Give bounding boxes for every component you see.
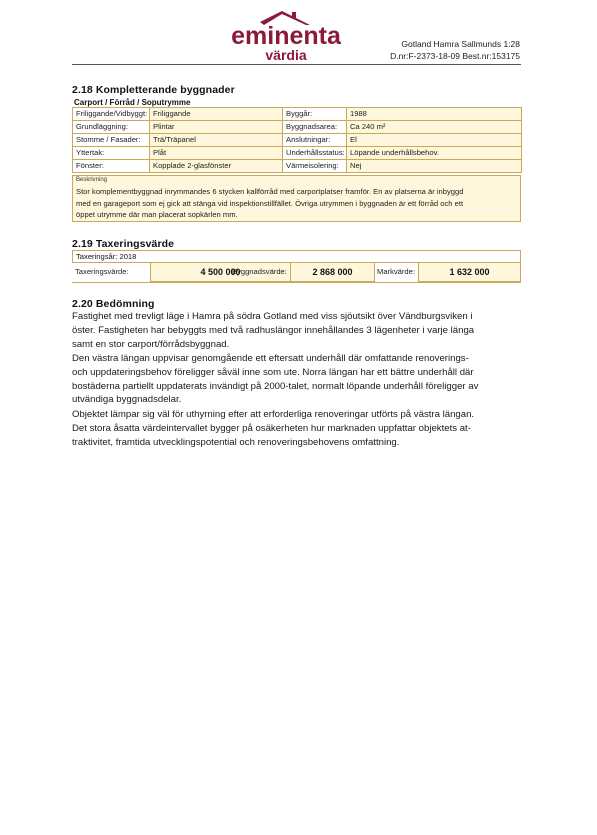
logo-text-bottom: värdia <box>265 47 307 63</box>
description-label: Beskrivning <box>76 177 108 183</box>
eminenta-vardia-logo <box>230 8 342 64</box>
field-value: Ca 240 m² <box>347 121 522 134</box>
paragraph-line: bostäderna partiellt uppdaterats invändigt på 2000-talet, normalt löpande underhåll föreligger av <box>72 380 479 392</box>
page-header <box>72 8 520 62</box>
land-value-label: Markvärde: <box>377 267 415 276</box>
table-row <box>73 160 522 173</box>
property-reference: Gotland Hamra Sallmunds 1:28 <box>401 39 520 49</box>
header-divider <box>72 64 521 65</box>
field-label: Underhållsstatus: <box>283 147 347 160</box>
logo-text-top: eminenta <box>231 22 341 50</box>
section-title-2-18: 2.18 Kompletterande byggnader <box>72 84 235 96</box>
paragraph-line: utvändiga byggnadsdelar. <box>72 394 182 406</box>
section-title-2-19: 2.19 Taxeringsvärde <box>72 238 175 250</box>
paragraph-line: öster. Fastigheten har bebyggts med två radhuslängor innehållandes 3 lägenheter i varje länga <box>72 324 475 336</box>
building-description-box <box>72 175 521 222</box>
paragraph-line: traktivitet, framtida utvecklingspotential och renoveringsbehovens omfattning. <box>72 436 400 448</box>
assessment-paragraph-3 <box>72 408 527 449</box>
paragraph-line: och uppdateringsbehov föreligger såväl inne som ute. Norra längan har ett bättre underhåll där <box>72 366 474 378</box>
tax-value: 4 500 000 <box>150 262 291 282</box>
building-subtitle: Carport / Förråd / Soputrymme <box>74 98 191 107</box>
building-value: 2 868 000 <box>290 262 375 282</box>
field-label: Friliggande/Vidbyggt: <box>73 108 150 121</box>
field-label: Byggnadsarea: <box>283 121 347 134</box>
field-value: El <box>347 134 522 147</box>
field-label: Byggår: <box>283 108 347 121</box>
paragraph-line: Den västra längan uppvisar genomgående ett eftersatt underhåll där omfattande renoverings- <box>72 353 469 364</box>
tax-value-label: Taxeringsvärde: <box>75 267 129 276</box>
section-title-2-20: 2.20 Bedömning <box>72 298 155 310</box>
field-value: Plåt <box>150 147 283 160</box>
field-label: Grundläggning: <box>73 121 150 134</box>
field-value: Plintar <box>150 121 283 134</box>
field-value: 1988 <box>347 108 522 121</box>
table-row <box>73 134 522 147</box>
assessment-paragraph-2 <box>72 352 527 407</box>
table-row <box>73 121 522 134</box>
tax-values-row <box>72 262 521 283</box>
land-value: 1 632 000 <box>418 262 521 282</box>
field-value: Friliggande <box>150 108 283 121</box>
description-line: Stor komplementbyggnad inrymmandes 6 stycken kallförråd med carportplatser framför. En av platserna är inbyggd <box>76 187 464 196</box>
field-label: Anslutningar: <box>283 134 347 147</box>
table-row <box>73 147 522 160</box>
field-label: Värmeisolering: <box>283 160 347 173</box>
document-reference: D.nr:F-2373-18-09 Best.nr:153175 <box>390 51 520 61</box>
field-value: Nej <box>347 160 522 173</box>
field-label: Stomme / Fasader: <box>73 134 150 147</box>
building-details-table <box>72 107 522 173</box>
field-value: Löpande underhållsbehov. <box>347 147 522 160</box>
assessment-paragraph-1 <box>72 310 527 351</box>
description-line: med en garageport som ej gick att stänga vid inspektionstillfället. Övriga utrymmen i byggnaden är ett förråd och ett <box>76 198 464 208</box>
field-label: Fönster: <box>73 160 150 173</box>
building-value-label: Byggnadsvärde: <box>232 267 287 276</box>
description-text <box>76 186 517 221</box>
description-line: öppet utrymme där man placerat sopkärlen mm. <box>76 210 238 219</box>
paragraph-line: Objektet lämpar sig väl för uthyrning efter att erforderliga renoveringar utförts på västra längan. <box>72 409 475 420</box>
table-row <box>73 108 522 121</box>
field-value: Trä/Träpanel <box>150 134 283 147</box>
paragraph-line: samt en stor carport/förrådsbyggnad. <box>72 338 230 350</box>
field-label: Yttertak: <box>73 147 150 160</box>
field-value: Kopplade 2-glasfönster <box>150 160 283 173</box>
paragraph-line: Det stora åsatta värdeintervallet bygger på osäkerheten hur marknaden uppfattar objektets at- <box>72 422 471 434</box>
paragraph-line: Fastighet med trevligt läge i Hamra på södra Gotland med viss sjöutsikt över Vändburgsviken i <box>72 311 473 322</box>
tax-year: Taxeringsår: 2018 <box>76 252 137 261</box>
